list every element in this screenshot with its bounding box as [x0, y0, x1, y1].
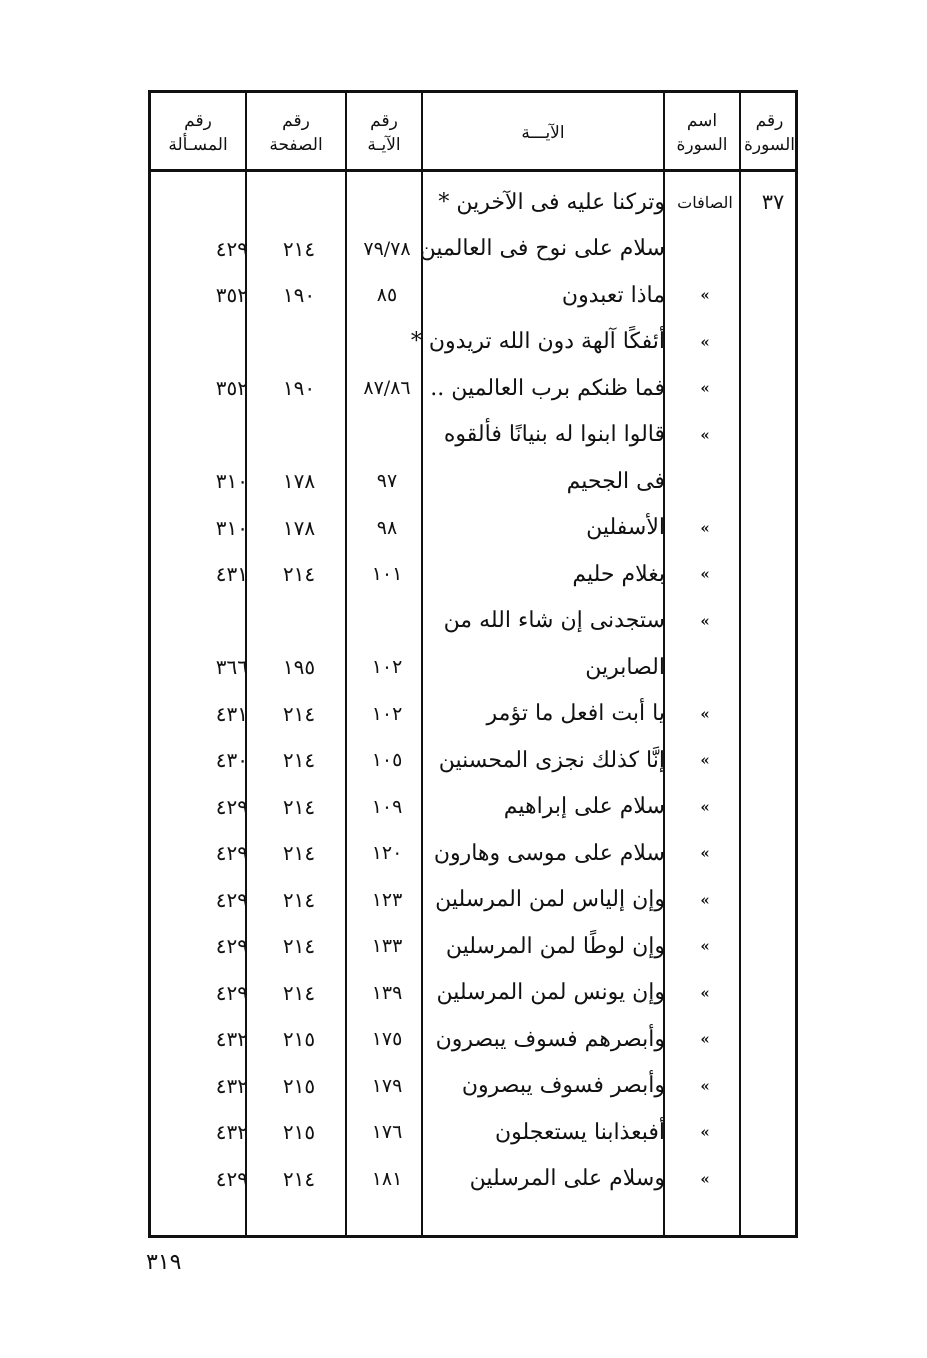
table-row — [151, 923, 801, 969]
surah-number-cell — [745, 1109, 801, 1155]
table-row — [151, 272, 801, 318]
header-line: رقم — [282, 111, 310, 131]
ayah-number-cell: ١٢٠ — [371, 842, 403, 864]
issue-number-cell: ٤٢٩ — [215, 794, 248, 819]
ayah-number-cell — [350, 319, 424, 365]
table-row — [151, 1063, 801, 1109]
surah-name-cell: » — [700, 1123, 710, 1141]
surah-name-cell: » — [700, 379, 710, 397]
verse-cell: سلام على إبراهيم — [503, 794, 665, 819]
page-number-cell: ٢١٤ — [282, 748, 316, 772]
table-row — [151, 784, 801, 830]
verse-cell: ستجدنى إن شاء الله من — [443, 608, 665, 633]
page-number-cell — [250, 179, 348, 225]
verse-cell: أفبعذابنا يستعجلون — [494, 1119, 665, 1145]
header-surah-number — [741, 99, 798, 167]
surah-name-cell: » — [700, 983, 710, 1002]
page-number-cell: ٢١٤ — [282, 794, 316, 819]
header-line: رقم — [184, 111, 212, 131]
surah-number-cell — [745, 598, 801, 644]
surah-number-cell — [745, 272, 801, 318]
issue-number-cell: ٣٥٢ — [215, 376, 248, 400]
header-ayah-number — [347, 99, 421, 167]
surah-number-cell — [745, 1063, 801, 1109]
ayah-number-cell: ١٣٣ — [371, 935, 403, 957]
issue-number-cell: ٤٣٢ — [215, 1120, 248, 1144]
ayah-number-cell: ١٧٥ — [371, 1028, 403, 1050]
page-number-cell — [250, 319, 348, 365]
verse-cell: يا أبت افعل ما تؤمر — [486, 701, 665, 726]
table-row — [151, 226, 801, 272]
ayah-number-cell: ١٠٢ — [371, 656, 403, 678]
issue-number-cell: ٤٢٩ — [215, 980, 248, 1005]
verse-cell: الصابرين — [585, 654, 665, 680]
page-number-cell: ٢١٤ — [282, 236, 316, 261]
page-number-cell: ١٧٨ — [282, 469, 316, 493]
header-line: السورة — [744, 135, 795, 155]
ayah-number-cell: ١٣٩ — [371, 981, 403, 1004]
surah-number-cell — [745, 1016, 801, 1062]
surah-name-cell — [667, 458, 743, 504]
surah-number-cell — [745, 458, 801, 504]
surah-name-cell: » — [700, 844, 710, 862]
table-row — [151, 1156, 801, 1202]
surah-number-cell — [745, 691, 801, 737]
issue-number-cell — [154, 319, 248, 365]
surah-number-cell — [745, 830, 801, 876]
surah-name-cell: » — [700, 332, 710, 351]
header-verse — [423, 99, 663, 167]
surah-name-cell: » — [700, 890, 710, 909]
issue-number-cell — [154, 598, 248, 644]
page-number-cell: ٢١٤ — [282, 701, 316, 726]
table-row — [151, 737, 801, 783]
table-row — [151, 691, 801, 737]
ayah-number-cell: ٧٩/٧٨ — [363, 237, 411, 260]
surah-number-cell — [745, 365, 801, 411]
surah-number-cell — [745, 644, 801, 690]
table-row — [151, 1016, 801, 1062]
surah-name-cell: » — [700, 751, 710, 769]
header-line: رقم — [755, 111, 784, 131]
ayah-number-cell: ٩٨ — [376, 516, 398, 539]
surah-name-cell: » — [700, 611, 710, 630]
page-number-cell: ٢١٤ — [282, 841, 316, 865]
issue-number-cell: ٤٣٢ — [215, 1027, 248, 1051]
issue-number-cell: ٣١٠ — [215, 515, 248, 540]
issue-number-cell — [154, 412, 248, 458]
table-row — [151, 179, 801, 225]
verse-cell: قالوا ابنوا له بنيانًا فألقوه — [443, 422, 665, 447]
issue-number-cell — [154, 179, 248, 225]
surah-number-cell — [745, 923, 801, 969]
page-number-cell: ٢١٤ — [282, 980, 316, 1005]
ayah-number-cell: ٨٧/٨٦ — [363, 377, 411, 399]
table-row — [151, 644, 801, 690]
surah-number-cell — [745, 551, 801, 597]
surah-name-cell: » — [700, 518, 710, 537]
issue-number-cell: ٤٢٩ — [215, 934, 248, 958]
verse-cell: سلام على موسى وهارون — [433, 840, 665, 866]
page-number-cell — [250, 598, 348, 644]
verse-cell: أئفكًا آلهة دون الله تريدون * — [410, 329, 665, 354]
issue-number-cell: ٣٥٢ — [215, 283, 248, 307]
issue-number-cell: ٤٣١ — [215, 701, 248, 726]
issue-number-cell: ٤٣٢ — [215, 1073, 248, 1098]
surah-number-cell — [745, 784, 801, 830]
verse-cell: وإن يونس لمن المرسلين — [436, 980, 665, 1005]
ayah-number-cell — [350, 179, 424, 225]
issue-number-cell: ٤٢٩ — [215, 1166, 248, 1191]
table-row — [151, 319, 801, 365]
verse-cell: وسلام على المرسلين — [469, 1166, 665, 1191]
ayah-number-cell: ١٠١ — [371, 563, 403, 585]
surah-number-cell: ٣٧ — [761, 190, 785, 214]
ayah-number-cell: ١٠٩ — [371, 795, 403, 818]
surah-name-cell: » — [700, 1076, 710, 1095]
table-row — [151, 970, 801, 1016]
surah-name-cell: » — [700, 1030, 710, 1048]
table-row — [151, 458, 801, 504]
surah-name-cell — [667, 226, 743, 272]
surah-name-cell: » — [700, 286, 710, 304]
surah-name-cell: » — [700, 704, 710, 723]
header-line: اسم — [686, 111, 718, 131]
ayah-number-cell: ٩٧ — [376, 470, 398, 492]
header-line: المسـألة — [168, 135, 228, 155]
surah-number-cell — [745, 226, 801, 272]
issue-number-cell: ٤٢٩ — [215, 236, 248, 261]
page-number-cell: ١٧٨ — [282, 515, 316, 540]
ayah-number-cell: ١٠٢ — [371, 702, 403, 725]
page-number: ٣١٩ — [146, 1250, 182, 1275]
table-row — [151, 830, 801, 876]
header-line: رقم — [370, 111, 398, 131]
table-row — [151, 365, 801, 411]
page-number-cell: ٢١٤ — [282, 887, 316, 912]
verse-cell: إنَّا كذلك نجزى المحسنين — [438, 747, 665, 773]
ayah-number-cell — [350, 598, 424, 644]
surah-number-cell — [745, 1156, 801, 1202]
surah-name-cell: » — [700, 565, 710, 583]
surah-number-cell — [745, 970, 801, 1016]
surah-number-cell — [745, 412, 801, 458]
page-number-cell: ١٩٥ — [282, 655, 316, 679]
issue-number-cell: ٤٣٠ — [215, 748, 248, 772]
issue-number-cell: ٤٣١ — [215, 562, 248, 586]
page-number-cell: ٢١٥ — [282, 1073, 316, 1098]
table-row — [151, 505, 801, 551]
surah-number-cell — [745, 737, 801, 783]
header-issue-number — [151, 99, 245, 167]
header-line: السورة — [676, 135, 728, 155]
page-number-cell: ٢١٤ — [282, 1166, 316, 1191]
page-number-cell: ٢١٥ — [282, 1120, 316, 1144]
surah-name-cell: » — [700, 425, 710, 444]
surah-number-cell — [745, 319, 801, 365]
surah-name-cell — [667, 644, 743, 690]
surah-number-cell — [745, 505, 801, 551]
page-number-cell: ٢١٤ — [282, 562, 316, 586]
surah-number-cell — [745, 877, 801, 923]
surah-name-cell: الصافات — [677, 192, 733, 212]
header-divider — [151, 169, 795, 172]
page-number-cell: ٢١٥ — [282, 1027, 316, 1051]
surah-name-cell: » — [700, 1169, 710, 1188]
verse-cell: الأسفلين — [586, 515, 665, 540]
page-number-cell: ١٩٠ — [282, 283, 316, 307]
page-number-cell: ١٩٠ — [282, 376, 316, 400]
verse-cell: وتركنا عليه فى الآخرين * — [438, 189, 665, 215]
verse-cell: وإن إلياس لمن المرسلين — [435, 887, 665, 912]
ayah-number-cell: ١٢٣ — [371, 888, 403, 911]
ayah-number-cell: ١٧٩ — [371, 1074, 403, 1097]
ayah-number-cell: ١٨١ — [371, 1167, 403, 1190]
verse-cell: فما ظنكم برب العالمين .. — [430, 375, 665, 401]
surah-name-cell: » — [700, 937, 710, 955]
table-row — [151, 551, 801, 597]
ayah-number-cell — [350, 412, 424, 458]
page-number-cell: ٢١٤ — [282, 934, 316, 958]
verse-cell: وأبصرهم فسوف يبصرون — [435, 1026, 665, 1052]
table-row — [151, 877, 801, 923]
verse-cell: سلام على نوح فى العالمين — [419, 236, 665, 261]
header-line: الآيـــة — [521, 123, 565, 143]
verse-cell: وأبصر فسوف يبصرون — [461, 1073, 665, 1098]
table-row — [151, 412, 801, 458]
verse-cell: فى الجحيم — [566, 468, 665, 494]
index-table — [148, 90, 798, 1238]
issue-number-cell: ٣٦٦ — [215, 655, 248, 679]
issue-number-cell: ٤٢٩ — [215, 841, 248, 865]
ayah-number-cell: ٨٥ — [376, 284, 398, 306]
table-row — [151, 598, 801, 644]
verse-cell: بغلام حليم — [572, 561, 665, 587]
verse-cell: ماذا تعبدون — [561, 282, 665, 308]
header-surah-name — [665, 99, 739, 167]
issue-number-cell: ٣١٠ — [215, 469, 248, 493]
issue-number-cell: ٤٢٩ — [215, 887, 248, 912]
header-line: الآيـة — [367, 135, 401, 155]
page-number-cell — [250, 412, 348, 458]
verse-cell: وإن لوطًا لمن المرسلين — [445, 933, 665, 959]
surah-name-cell: » — [700, 797, 710, 816]
header-page-number — [247, 99, 345, 167]
ayah-number-cell: ١٧٦ — [371, 1121, 403, 1143]
table-row — [151, 1109, 801, 1155]
header-line: الصفحة — [269, 135, 323, 155]
ayah-number-cell: ١٠٥ — [371, 749, 403, 771]
